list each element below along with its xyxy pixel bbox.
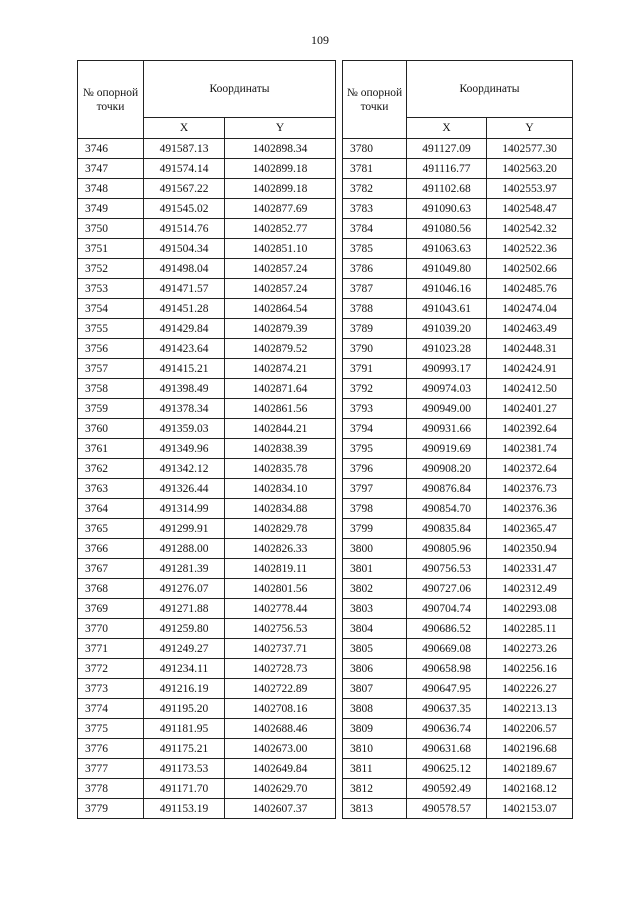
table-row	[343, 159, 573, 179]
y-coordinate-cell: 1402256.16	[487, 659, 573, 679]
y-coordinate-cell: 1402206.57	[487, 719, 573, 739]
x-coordinate-cell: 491398.49	[144, 379, 225, 399]
x-coordinate-cell: 491234.11	[144, 659, 225, 679]
header-y: Y	[225, 118, 336, 139]
table-row	[343, 319, 573, 339]
point-number-cell: 3800	[343, 539, 407, 559]
x-coordinate-cell: 491127.09	[407, 139, 487, 159]
table-row	[343, 779, 573, 799]
x-coordinate-cell: 491415.21	[144, 359, 225, 379]
y-coordinate-cell: 1402708.16	[225, 699, 336, 719]
y-coordinate-cell: 1402553.97	[487, 179, 573, 199]
point-number-cell: 3767	[78, 559, 144, 579]
y-coordinate-cell: 1402213.13	[487, 699, 573, 719]
x-coordinate-cell: 491423.64	[144, 339, 225, 359]
point-number-cell: 3811	[343, 759, 407, 779]
x-coordinate-cell: 490631.68	[407, 739, 487, 759]
table-row	[343, 139, 573, 159]
point-number-cell: 3750	[78, 219, 144, 239]
point-number-cell: 3791	[343, 359, 407, 379]
point-number-cell: 3801	[343, 559, 407, 579]
x-coordinate-cell: 491102.68	[407, 179, 487, 199]
y-coordinate-cell: 1402392.64	[487, 419, 573, 439]
table-row	[343, 179, 573, 199]
x-coordinate-cell: 491153.19	[144, 799, 225, 819]
x-coordinate-cell: 491359.03	[144, 419, 225, 439]
point-number-cell: 3796	[343, 459, 407, 479]
x-coordinate-cell: 491498.04	[144, 259, 225, 279]
table-row	[78, 599, 336, 619]
y-coordinate-cell: 1402153.07	[487, 799, 573, 819]
point-number-cell: 3778	[78, 779, 144, 799]
table-row	[78, 539, 336, 559]
table-row	[343, 439, 573, 459]
x-coordinate-cell: 490876.84	[407, 479, 487, 499]
x-coordinate-cell: 491271.88	[144, 599, 225, 619]
y-coordinate-cell: 1402688.46	[225, 719, 336, 739]
table-row	[78, 159, 336, 179]
table-row	[78, 499, 336, 519]
y-coordinate-cell: 1402196.68	[487, 739, 573, 759]
x-coordinate-cell: 490578.57	[407, 799, 487, 819]
x-coordinate-cell: 491342.12	[144, 459, 225, 479]
point-number-cell: 3757	[78, 359, 144, 379]
y-coordinate-cell: 1402801.56	[225, 579, 336, 599]
point-number-cell: 3751	[78, 239, 144, 259]
table-row	[78, 779, 336, 799]
table-row	[78, 559, 336, 579]
table-row	[78, 679, 336, 699]
table-row	[78, 179, 336, 199]
x-coordinate-cell: 490974.03	[407, 379, 487, 399]
table-body-left	[78, 139, 336, 819]
y-coordinate-cell: 1402401.27	[487, 399, 573, 419]
point-number-cell: 3781	[343, 159, 407, 179]
point-number-cell: 3754	[78, 299, 144, 319]
point-number-cell: 3805	[343, 639, 407, 659]
point-number-cell: 3793	[343, 399, 407, 419]
point-number-cell: 3798	[343, 499, 407, 519]
y-coordinate-cell: 1402898.34	[225, 139, 336, 159]
y-coordinate-cell: 1402563.20	[487, 159, 573, 179]
x-coordinate-cell: 490931.66	[407, 419, 487, 439]
x-coordinate-cell: 491195.20	[144, 699, 225, 719]
y-coordinate-cell: 1402412.50	[487, 379, 573, 399]
x-coordinate-cell: 491049.80	[407, 259, 487, 279]
table-row	[343, 219, 573, 239]
table-row	[343, 679, 573, 699]
y-coordinate-cell: 1402864.54	[225, 299, 336, 319]
table-row	[343, 239, 573, 259]
x-coordinate-cell: 490805.96	[407, 539, 487, 559]
table-row	[343, 639, 573, 659]
x-coordinate-cell: 491116.77	[407, 159, 487, 179]
x-coordinate-cell: 490637.35	[407, 699, 487, 719]
table-row	[343, 559, 573, 579]
point-number-cell: 3764	[78, 499, 144, 519]
point-number-cell: 3810	[343, 739, 407, 759]
table-row	[343, 799, 573, 819]
y-coordinate-cell: 1402522.36	[487, 239, 573, 259]
point-number-cell: 3756	[78, 339, 144, 359]
point-number-cell: 3748	[78, 179, 144, 199]
point-number-cell: 3779	[78, 799, 144, 819]
point-number-cell: 3766	[78, 539, 144, 559]
y-coordinate-cell: 1402829.78	[225, 519, 336, 539]
y-coordinate-cell: 1402474.04	[487, 299, 573, 319]
y-coordinate-cell: 1402226.27	[487, 679, 573, 699]
x-coordinate-cell: 490835.84	[407, 519, 487, 539]
y-coordinate-cell: 1402331.47	[487, 559, 573, 579]
x-coordinate-cell: 491063.63	[407, 239, 487, 259]
x-coordinate-cell: 491173.53	[144, 759, 225, 779]
table-row	[78, 699, 336, 719]
y-coordinate-cell: 1402844.21	[225, 419, 336, 439]
x-coordinate-cell: 490727.06	[407, 579, 487, 599]
x-coordinate-cell: 491276.07	[144, 579, 225, 599]
y-coordinate-cell: 1402852.77	[225, 219, 336, 239]
y-coordinate-cell: 1402871.64	[225, 379, 336, 399]
x-coordinate-cell: 491451.28	[144, 299, 225, 319]
point-number-cell: 3784	[343, 219, 407, 239]
table-row	[78, 739, 336, 759]
point-number-cell: 3782	[343, 179, 407, 199]
y-coordinate-cell: 1402577.30	[487, 139, 573, 159]
y-coordinate-cell: 1402879.52	[225, 339, 336, 359]
table-row	[78, 199, 336, 219]
coordinates-table-left	[77, 60, 336, 819]
y-coordinate-cell: 1402778.44	[225, 599, 336, 619]
table-row	[343, 699, 573, 719]
x-coordinate-cell: 490949.00	[407, 399, 487, 419]
x-coordinate-cell: 491514.76	[144, 219, 225, 239]
x-coordinate-cell: 491216.19	[144, 679, 225, 699]
table-row	[78, 339, 336, 359]
point-number-cell: 3809	[343, 719, 407, 739]
y-coordinate-cell: 1402857.24	[225, 279, 336, 299]
y-coordinate-cell: 1402365.47	[487, 519, 573, 539]
x-coordinate-cell: 491023.28	[407, 339, 487, 359]
header-coordinates: Координаты	[144, 61, 336, 118]
header-coordinates: Координаты	[407, 61, 573, 118]
table-row	[343, 599, 573, 619]
table-row	[343, 339, 573, 359]
point-number-cell: 3747	[78, 159, 144, 179]
x-coordinate-cell: 491288.00	[144, 539, 225, 559]
y-coordinate-cell: 1402819.11	[225, 559, 336, 579]
point-number-cell: 3777	[78, 759, 144, 779]
table-row	[78, 219, 336, 239]
point-number-cell: 3776	[78, 739, 144, 759]
table-row	[343, 279, 573, 299]
table-row	[343, 199, 573, 219]
header-y: Y	[487, 118, 573, 139]
x-coordinate-cell: 491429.84	[144, 319, 225, 339]
y-coordinate-cell: 1402861.56	[225, 399, 336, 419]
point-number-cell: 3806	[343, 659, 407, 679]
table-row	[343, 579, 573, 599]
table-row	[78, 619, 336, 639]
x-coordinate-cell: 491281.39	[144, 559, 225, 579]
table-row	[343, 459, 573, 479]
table-row	[78, 439, 336, 459]
y-coordinate-cell: 1402728.73	[225, 659, 336, 679]
x-coordinate-cell: 490919.69	[407, 439, 487, 459]
x-coordinate-cell: 491175.21	[144, 739, 225, 759]
table-row	[343, 719, 573, 739]
point-number-cell: 3768	[78, 579, 144, 599]
x-coordinate-cell: 491181.95	[144, 719, 225, 739]
y-coordinate-cell: 1402372.64	[487, 459, 573, 479]
x-coordinate-cell: 491587.13	[144, 139, 225, 159]
table-row	[78, 239, 336, 259]
x-coordinate-cell: 491314.99	[144, 499, 225, 519]
y-coordinate-cell: 1402629.70	[225, 779, 336, 799]
point-number-cell: 3770	[78, 619, 144, 639]
point-number-cell: 3792	[343, 379, 407, 399]
y-coordinate-cell: 1402189.67	[487, 759, 573, 779]
point-number-cell: 3795	[343, 439, 407, 459]
point-number-cell: 3758	[78, 379, 144, 399]
point-number-cell: 3803	[343, 599, 407, 619]
point-number-cell: 3785	[343, 239, 407, 259]
y-coordinate-cell: 1402607.37	[225, 799, 336, 819]
header-x: X	[144, 118, 225, 139]
y-coordinate-cell: 1402649.84	[225, 759, 336, 779]
y-coordinate-cell: 1402737.71	[225, 639, 336, 659]
point-number-cell: 3804	[343, 619, 407, 639]
table-row	[78, 519, 336, 539]
x-coordinate-cell: 490636.74	[407, 719, 487, 739]
x-coordinate-cell: 490625.12	[407, 759, 487, 779]
table-row	[343, 619, 573, 639]
y-coordinate-cell: 1402756.53	[225, 619, 336, 639]
x-coordinate-cell: 490854.70	[407, 499, 487, 519]
point-number-cell: 3763	[78, 479, 144, 499]
point-number-cell: 3787	[343, 279, 407, 299]
point-number-cell: 3749	[78, 199, 144, 219]
x-coordinate-cell: 491378.34	[144, 399, 225, 419]
y-coordinate-cell: 1402879.39	[225, 319, 336, 339]
y-coordinate-cell: 1402834.10	[225, 479, 336, 499]
y-coordinate-cell: 1402463.49	[487, 319, 573, 339]
x-coordinate-cell: 490658.98	[407, 659, 487, 679]
header-point-number: № опорной точки	[78, 61, 144, 139]
table-row	[78, 359, 336, 379]
x-coordinate-cell: 490908.20	[407, 459, 487, 479]
header-point-number: № опорной точки	[343, 61, 407, 139]
point-number-cell: 3794	[343, 419, 407, 439]
table-row	[78, 259, 336, 279]
x-coordinate-cell: 491259.80	[144, 619, 225, 639]
y-coordinate-cell: 1402312.49	[487, 579, 573, 599]
x-coordinate-cell: 491046.16	[407, 279, 487, 299]
y-coordinate-cell: 1402899.18	[225, 179, 336, 199]
point-number-cell: 3765	[78, 519, 144, 539]
table-row	[78, 759, 336, 779]
point-number-cell: 3762	[78, 459, 144, 479]
y-coordinate-cell: 1402899.18	[225, 159, 336, 179]
y-coordinate-cell: 1402835.78	[225, 459, 336, 479]
y-coordinate-cell: 1402502.66	[487, 259, 573, 279]
point-number-cell: 3788	[343, 299, 407, 319]
point-number-cell: 3755	[78, 319, 144, 339]
y-coordinate-cell: 1402851.10	[225, 239, 336, 259]
y-coordinate-cell: 1402168.12	[487, 779, 573, 799]
x-coordinate-cell: 491504.34	[144, 239, 225, 259]
y-coordinate-cell: 1402834.88	[225, 499, 336, 519]
coordinates-table-right	[342, 60, 573, 819]
point-number-cell: 3774	[78, 699, 144, 719]
x-coordinate-cell: 491471.57	[144, 279, 225, 299]
point-number-cell: 3760	[78, 419, 144, 439]
y-coordinate-cell: 1402722.89	[225, 679, 336, 699]
table-row	[343, 499, 573, 519]
table-row	[78, 719, 336, 739]
table-row	[78, 459, 336, 479]
x-coordinate-cell: 491043.61	[407, 299, 487, 319]
point-number-cell: 3789	[343, 319, 407, 339]
table-row	[343, 379, 573, 399]
y-coordinate-cell: 1402381.74	[487, 439, 573, 459]
table-row	[78, 379, 336, 399]
point-number-cell: 3775	[78, 719, 144, 739]
y-coordinate-cell: 1402285.11	[487, 619, 573, 639]
y-coordinate-cell: 1402673.00	[225, 739, 336, 759]
table-row	[343, 539, 573, 559]
x-coordinate-cell: 491171.70	[144, 779, 225, 799]
y-coordinate-cell: 1402293.08	[487, 599, 573, 619]
header-x: X	[407, 118, 487, 139]
y-coordinate-cell: 1402376.73	[487, 479, 573, 499]
table-row	[78, 639, 336, 659]
y-coordinate-cell: 1402424.91	[487, 359, 573, 379]
point-number-cell: 3761	[78, 439, 144, 459]
point-number-cell: 3807	[343, 679, 407, 699]
table-row	[78, 399, 336, 419]
point-number-cell: 3780	[343, 139, 407, 159]
table-row	[343, 299, 573, 319]
point-number-cell: 3753	[78, 279, 144, 299]
y-coordinate-cell: 1402548.47	[487, 199, 573, 219]
point-number-cell: 3786	[343, 259, 407, 279]
y-coordinate-cell: 1402826.33	[225, 539, 336, 559]
point-number-cell: 3799	[343, 519, 407, 539]
point-number-cell: 3769	[78, 599, 144, 619]
x-coordinate-cell: 490993.17	[407, 359, 487, 379]
point-number-cell: 3772	[78, 659, 144, 679]
table-body-right	[343, 139, 573, 819]
y-coordinate-cell: 1402542.32	[487, 219, 573, 239]
x-coordinate-cell: 491090.63	[407, 199, 487, 219]
table-row	[78, 299, 336, 319]
y-coordinate-cell: 1402448.31	[487, 339, 573, 359]
table-row	[78, 139, 336, 159]
table-row	[343, 659, 573, 679]
table-row	[343, 419, 573, 439]
table-row	[343, 359, 573, 379]
x-coordinate-cell: 491567.22	[144, 179, 225, 199]
table-row	[343, 759, 573, 779]
table-row	[343, 399, 573, 419]
table-row	[343, 739, 573, 759]
x-coordinate-cell: 491080.56	[407, 219, 487, 239]
x-coordinate-cell: 491574.14	[144, 159, 225, 179]
point-number-cell: 3813	[343, 799, 407, 819]
point-number-cell: 3808	[343, 699, 407, 719]
x-coordinate-cell: 491249.27	[144, 639, 225, 659]
x-coordinate-cell: 490704.74	[407, 599, 487, 619]
y-coordinate-cell: 1402874.21	[225, 359, 336, 379]
point-number-cell: 3773	[78, 679, 144, 699]
table-row	[78, 799, 336, 819]
y-coordinate-cell: 1402877.69	[225, 199, 336, 219]
x-coordinate-cell: 490647.95	[407, 679, 487, 699]
x-coordinate-cell: 490592.49	[407, 779, 487, 799]
table-row	[343, 479, 573, 499]
table-row	[78, 579, 336, 599]
x-coordinate-cell: 491039.20	[407, 319, 487, 339]
page-number: 109	[311, 33, 329, 47]
table-row	[343, 519, 573, 539]
y-coordinate-cell: 1402350.94	[487, 539, 573, 559]
table-row	[343, 259, 573, 279]
table-row	[78, 659, 336, 679]
x-coordinate-cell: 491545.02	[144, 199, 225, 219]
point-number-cell: 3752	[78, 259, 144, 279]
point-number-cell: 3797	[343, 479, 407, 499]
x-coordinate-cell: 490686.52	[407, 619, 487, 639]
point-number-cell: 3783	[343, 199, 407, 219]
y-coordinate-cell: 1402485.76	[487, 279, 573, 299]
point-number-cell: 3771	[78, 639, 144, 659]
table-row	[78, 319, 336, 339]
point-number-cell: 3790	[343, 339, 407, 359]
y-coordinate-cell: 1402273.26	[487, 639, 573, 659]
table-row	[78, 279, 336, 299]
table-row	[78, 479, 336, 499]
point-number-cell: 3759	[78, 399, 144, 419]
y-coordinate-cell: 1402838.39	[225, 439, 336, 459]
point-number-cell: 3812	[343, 779, 407, 799]
x-coordinate-cell: 490756.53	[407, 559, 487, 579]
x-coordinate-cell: 491299.91	[144, 519, 225, 539]
point-number-cell: 3802	[343, 579, 407, 599]
table-row	[78, 419, 336, 439]
x-coordinate-cell: 491326.44	[144, 479, 225, 499]
y-coordinate-cell: 1402857.24	[225, 259, 336, 279]
x-coordinate-cell: 490669.08	[407, 639, 487, 659]
x-coordinate-cell: 491349.96	[144, 439, 225, 459]
point-number-cell: 3746	[78, 139, 144, 159]
y-coordinate-cell: 1402376.36	[487, 499, 573, 519]
